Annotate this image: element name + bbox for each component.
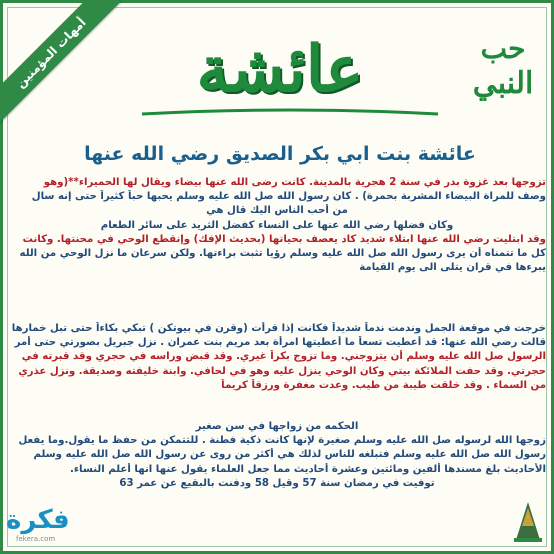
paragraph-marriage <box>8 176 546 275</box>
side-tag-line1: حب <box>480 32 526 65</box>
text-line: تزوجها بعد غزوة بدر في سنة 2 هجرية بالمدينة. كانت رضى الله عنها بيضاء ويقال لها الحميراء**(وهو <box>43 177 546 188</box>
corner-ribbon: أمهات المؤمنين <box>0 0 120 122</box>
title-name: عائشة <box>196 32 364 107</box>
side-tag-line2: النبي <box>472 66 534 101</box>
text-line: يبرءها في قران يتلى الى يوم القيامة <box>359 262 546 274</box>
text-line: وصف للمراة البيضاء المشربة بحمرة) . كان رسول الله صل الله عليه وسلم يحبها حباً كثيراً حتى إنه سال <box>31 191 546 203</box>
text-line: وقد ابتليت رضي الله عنها ابتلاء شديد كاد يعصف بحياتها (بحديث الإفك) وإنقطع الوحي في محنتها. وكانت <box>22 233 546 245</box>
text-line: من السماء . وقد خلقت طيبة من طيب. وعدت مغفرة ورزقاً كريماً <box>221 379 546 391</box>
logo-url: fekera.com <box>16 535 56 543</box>
text-line: قالت رضي الله عنها: قد أعطيت تسعاً ما أعطيتها امرأة بعد مريم بنت عمران . نزل جبريل بصورتي حتى أمر <box>14 337 546 349</box>
paragraph-virtues <box>8 322 546 393</box>
text-line: كل ما تتمناه أن يرى رسول الله صل الله عليه وسلم رؤيا تثبت براءتها. ولكن سرعان ما نزل الوحي من الله <box>19 248 546 260</box>
text-line: خرجت في موقعة الجمل وندمت ندماً شديداً فكانت إذا قرأت (وقرن في بيوتكن ) تبكي بكاءاً حتى تبل خمارها <box>11 323 546 334</box>
text-line: زوجها الله لرسوله صل الله عليه وسلم صغيرة لإنها كانت ذكية فطنة . للتتمكن من حفظ ما يقول.وما يفعل <box>18 435 546 447</box>
subtitle: عائشة بنت ابي بكر الصديق رضي الله عنها <box>84 143 476 165</box>
side-tag <box>468 32 538 102</box>
logo-word: فكرة <box>6 505 70 535</box>
site-logo <box>6 505 88 545</box>
text-line: رسول الله صل الله عليه وسلم فتبلغه للناس لذلك هي أكثر من روى عن رسول الله صل الله عليه وسلم <box>33 449 546 461</box>
text-line: من أحب الناس اليك قال هي <box>206 205 348 217</box>
text-line: الرسول صل الله عليه وسلم أن يتزوجني. وما تزوج بكراً غيري. وقد قبض وراسه في حجري وقد قبرته في <box>21 351 546 363</box>
text-line: وكان فضلها رضي الله عنها على النساء كفضل الثريد على سائر الطعام <box>100 219 454 231</box>
text-line: حجرتي. وقد حفت الملائكة بيتي وكان الوحي ينزل عليه وهو في لحافي. وابنة خليفته وصديقة. ونزل عذري <box>18 365 546 377</box>
text-line: الحكمه من زواجها في سن صغير <box>195 421 359 432</box>
author-stamp-icon <box>508 496 548 544</box>
paragraph-wisdom <box>8 420 546 491</box>
title-swoosh <box>140 108 440 118</box>
text-line: توفيت في رمضان سنة 57 وقيل 58 ودفنت بالبقيع عن عمر 63 <box>119 477 435 489</box>
text-line: الأحاديث بلغ مسندها ألفين ومائتين وعشرة أحاديث مما جعل العلماء يقول عنها انها أعلم النساء. <box>69 463 546 475</box>
